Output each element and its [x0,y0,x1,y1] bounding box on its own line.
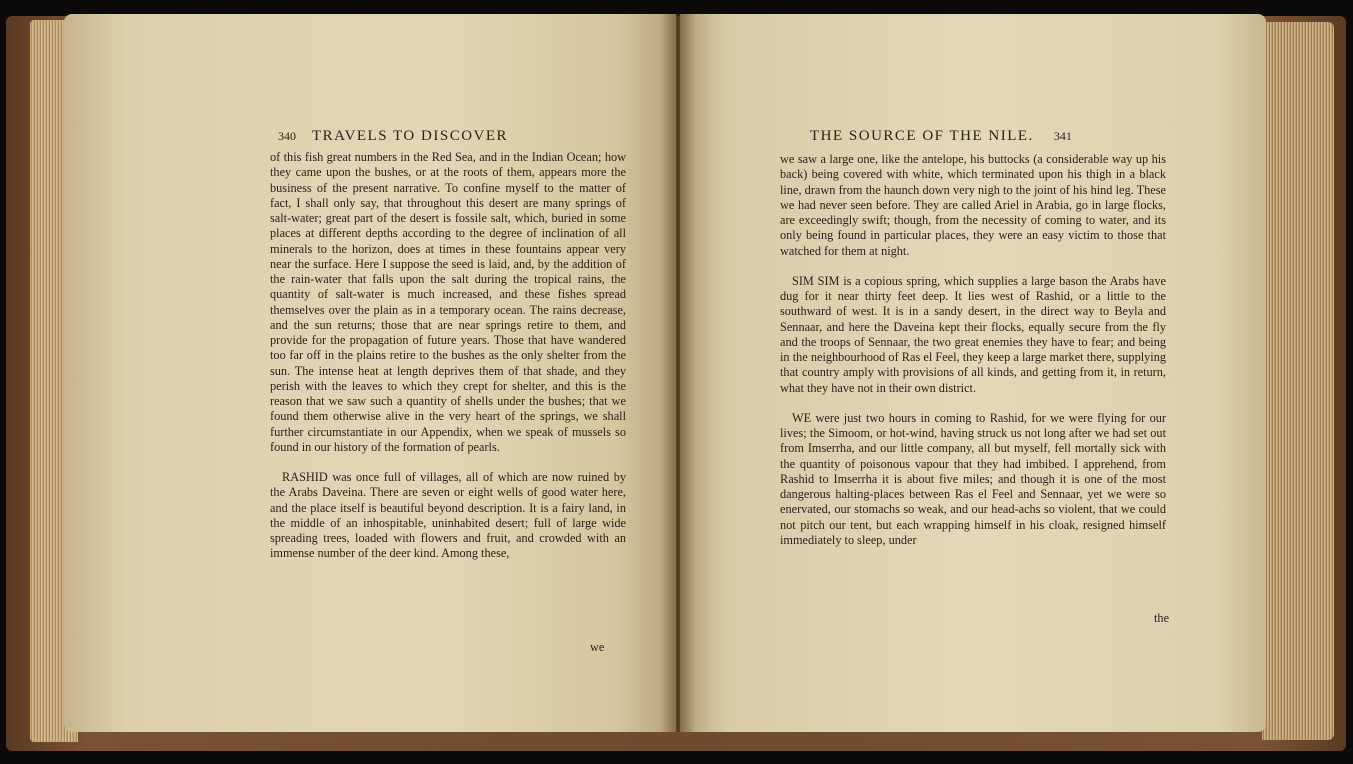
catchword-left: we [590,640,605,654]
book-gutter [660,14,696,732]
left-page [64,14,676,732]
right-page-text [780,152,1166,548]
paragraph: we saw a large one, like the antelope, his buttocks (a considerable way up his back) being covered with white, which terminated upon his thigh in a black line, drawn from the haunch down very nigh to the joint of his hind leg. These we had never seen before. They are called Ariel in Arabia, go in large flocks, are exceedingly swift; though, from the necessity of coming to water, and its only being found in particular places, they were an easy victim to those that watched for them at night. [780,152,1166,258]
left-page-text [270,150,626,562]
running-title-right: THE SOURCE OF THE NILE. [810,128,1034,144]
paragraph: RASHID was once full of villages, all of which are now ruined by the Arabs Daveina. There are seven or eight wells of good water here, and the place itself is beautiful beyond description. It is a fairy land, in the middle of an inhospitable, uninhabited desert; full of large wide spreading trees, loaded with flowers and fruit, and crowded with an immense number of the deer kind. Among these, [270,470,626,561]
paragraph: WE were just two hours in coming to Rashid, for we were flying for our lives; the Simoom, or hot-wind, having struck us not long after we had set out from Imserrha, and our little company, all but myself, fell mortally sick with the quantity of poisonous vapour that they had imbibed. I apprehend, from Rashid to Imserrha it is about five miles; and though it is one of the most dangerous halting-places between Ras el Feel and Sennaar, yet we were so enervated, our stomachs so weak, and our head-achs so violent, that we could not pitch our tent, but each wrapping himself in his cloak, resigned himself immediately to sleep, under [780,410,1166,547]
page-number-right: 341 [1053,129,1072,143]
paragraph: SIM SIM is a copious spring, which supplies a large bason the Arabs have dug for it near thirty feet deep. It lies west of Rashid, or a little to the southward of west. It is in a sandy desert, in the direct way to Beyla and Sennaar, and here the Daveina kept their flocks, equally secure from the fly and the troops of Sennaar, the two great enemies they have to fear; and being in the neighbourhood of Ras el Feel, they keep a large market there, supplying that country amply with provisions of all kinds, and getting from it, in return, what they have not in their own district. [780,273,1166,395]
running-title-left: TRAVELS TO DISCOVER [312,128,509,144]
page-number-left: 340 [278,129,296,143]
running-head-right [810,128,1072,145]
page-edges-right [1262,22,1334,740]
right-page [680,14,1266,732]
catchword-right: the [1154,611,1170,625]
paragraph: of this fish great numbers in the Red Sea, and in the Indian Ocean; how they came upon the bushes, or at the roots of them, appears more the business of the present narrative. To confine myself to the matter of fact, I shall only say, that throughout this desert are many springs of salt-water; great part of the desert is fossile salt, which, buried in some places at different depths according to the degree of inclination of all minerals to the horizon, does at times in these fountains appear very near the surface. Here I suppose the seed is laid, and, by the addition of the rain-water that falls upon the salt during the tropical rains, the quantity of salt-water is much increased, and these fishes spread themselves over the plain as in a temporary ocean. The rains decrease, and the sun returns; those that are near springs retire to them, and provide for the propagation of future years. Those that have wandered too far off in the plains retire to the bushes as the only shelter from the sun. The intense heat at length deprives them of that shade, and they perish with the leaves to which they crept for shelter, and this is the reason that we saw such a quantity of shells under the bushes; that we found them otherwise alive in the very heart of the springs, we shall further circumstantiate in our Appendix, when we speak of mussels so found in our history of the formation of pearls. [270,150,626,454]
running-head-left [278,128,508,145]
